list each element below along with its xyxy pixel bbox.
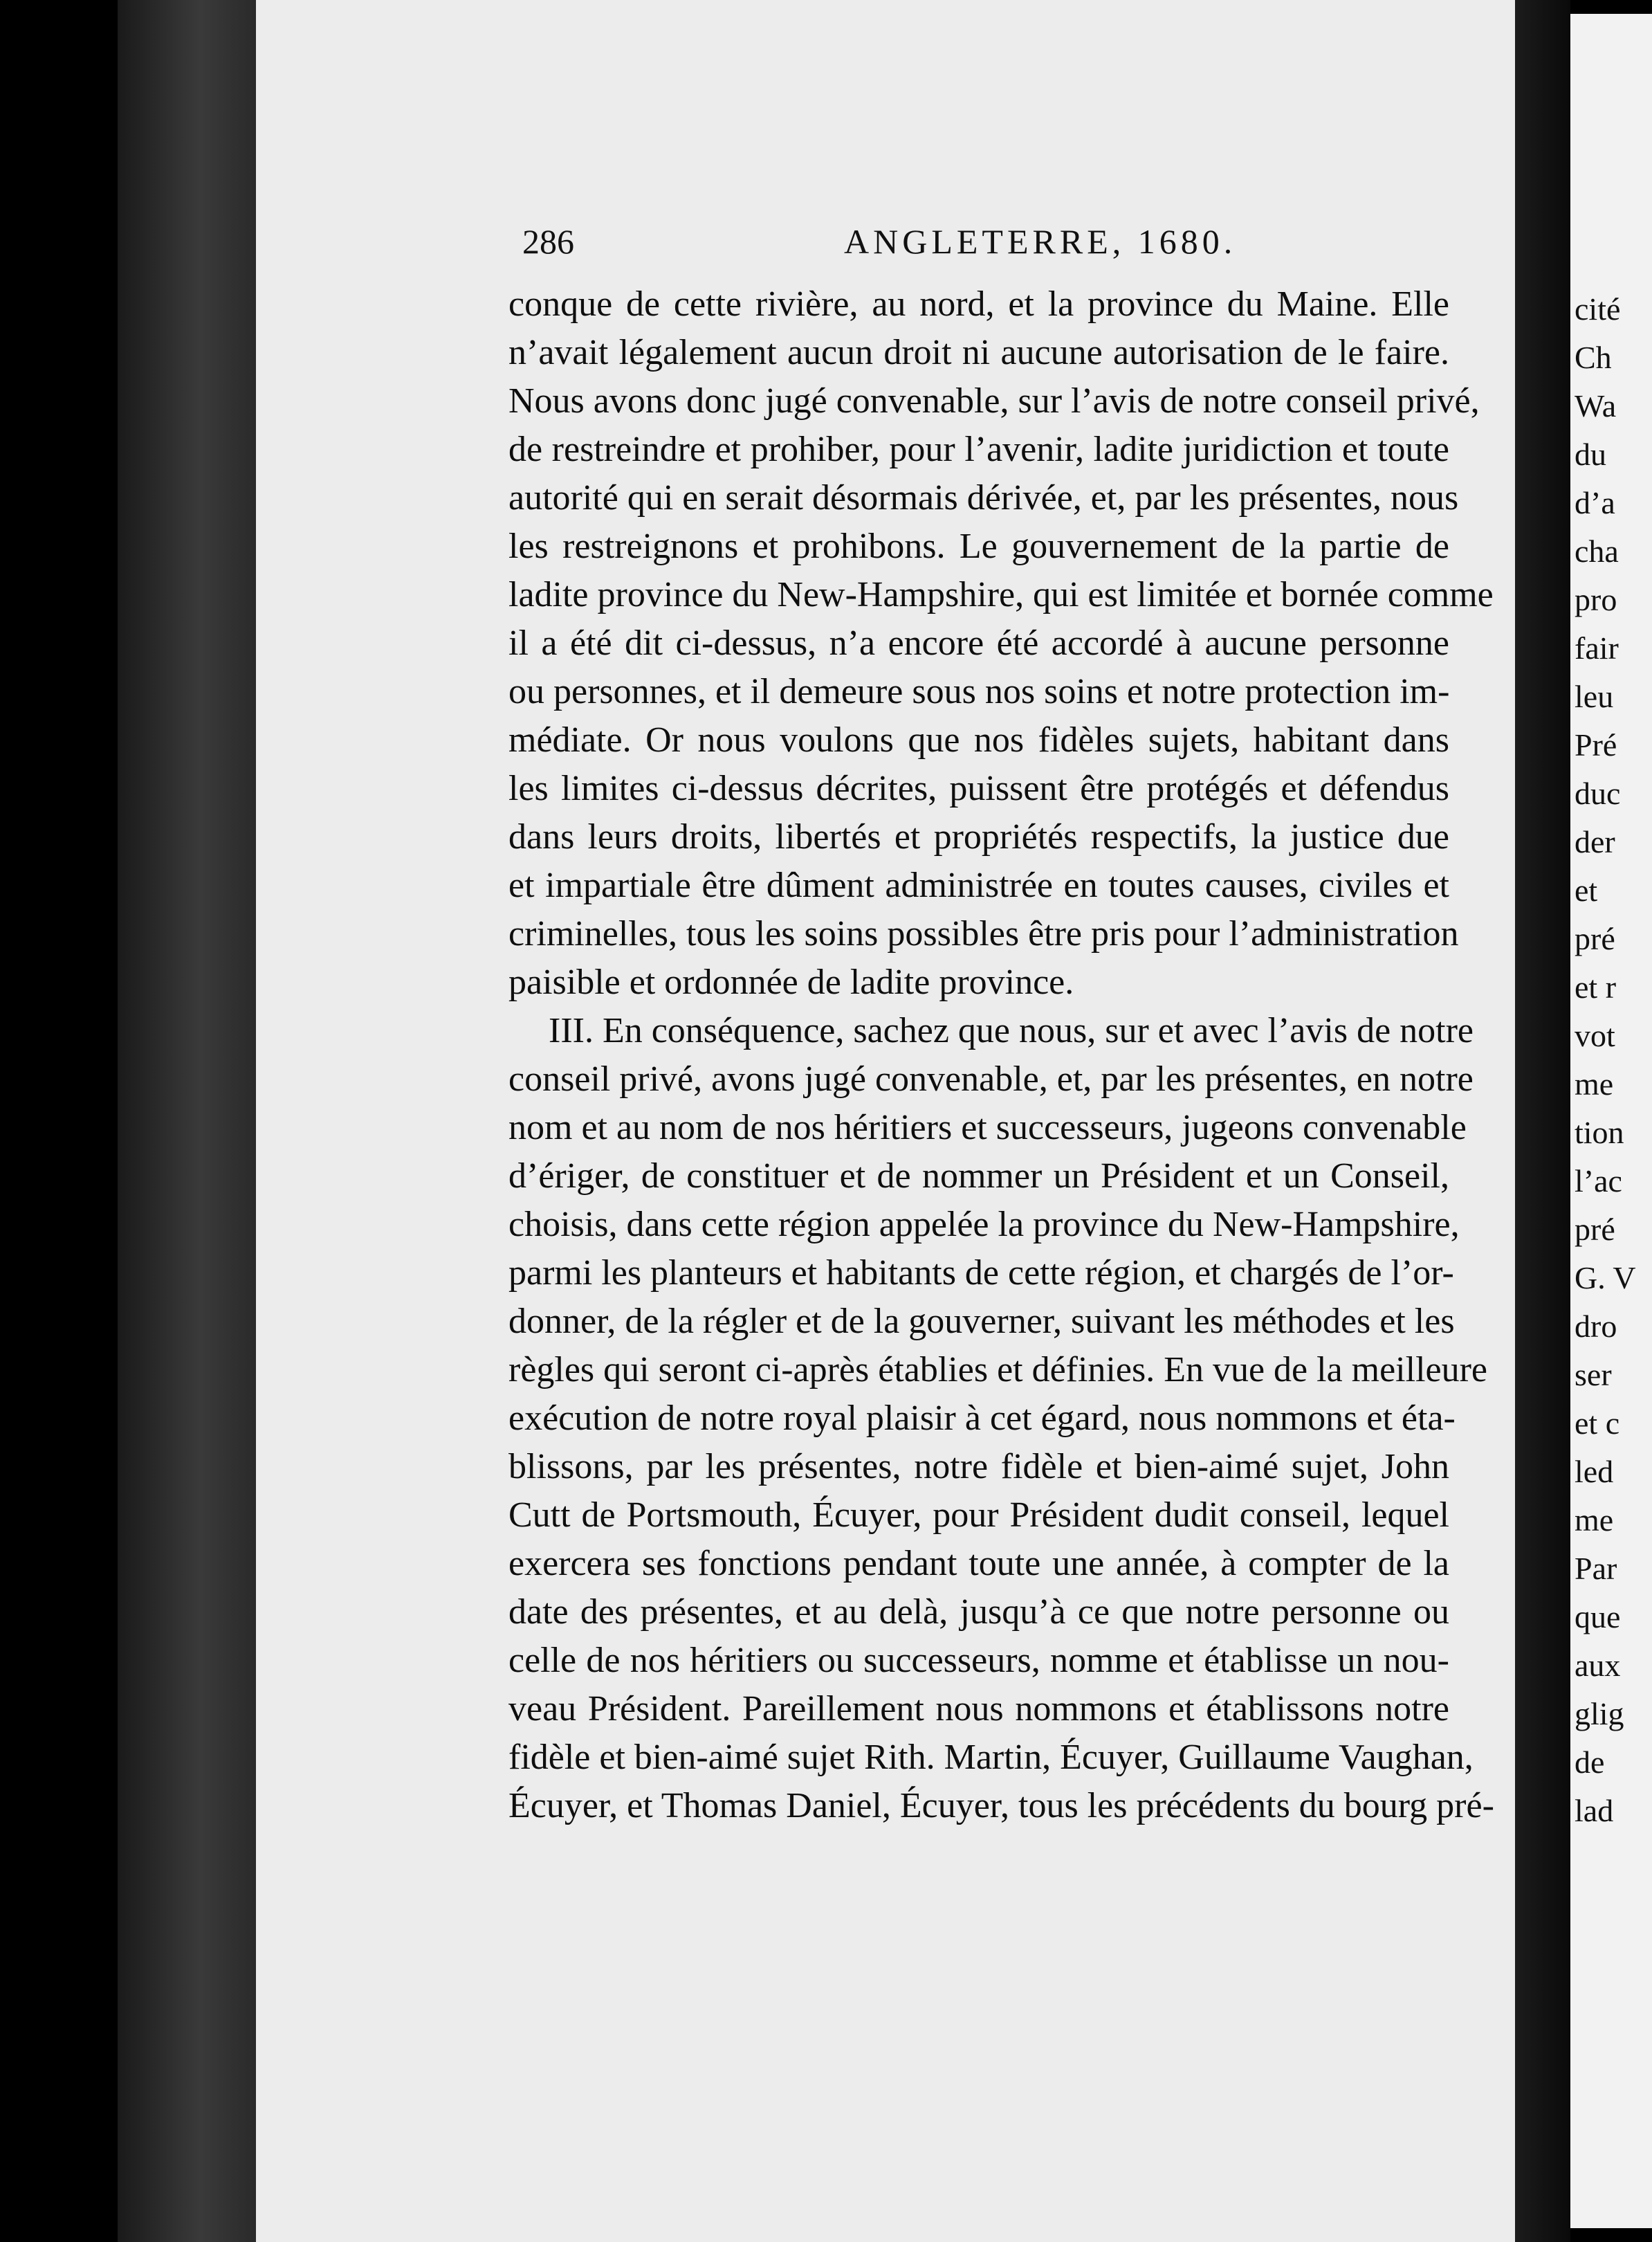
facing-page-fragment: vot <box>1575 1018 1615 1053</box>
text-line: Écuyer, et Thomas Daniel, Écuyer, tous les précédents du bourg pré- <box>508 1786 1494 1825</box>
text-line: choisis, dans cette région appelée la province du New-Hampshire, <box>508 1205 1460 1244</box>
facing-page-fragment: leu <box>1575 679 1614 714</box>
page-gutter <box>1515 0 1570 2242</box>
text-line: III. En conséquence, sachez que nous, sur et avec l’avis de notre <box>549 1011 1474 1050</box>
text-line: paisible et ordonnée de ladite province. <box>508 963 1074 1002</box>
facing-page-fragment: me <box>1575 1502 1614 1538</box>
facing-page-fragment: fair <box>1575 630 1619 666</box>
text-line: de restreindre et prohiber, pour l’avenir, ladite juridiction et toute <box>508 430 1449 469</box>
facing-page-fragment: et r <box>1575 969 1617 1005</box>
facing-page-fragment: cha <box>1575 534 1619 569</box>
facing-page-fragment: duc <box>1575 776 1621 811</box>
text-line: fidèle et bien-aimé sujet Rith. Martin, Écuyer, Guillaume Vaughan, <box>508 1738 1474 1777</box>
facing-page-fragment: Ch <box>1575 340 1612 375</box>
text-line: autorité qui en serait désormais dérivée, et, par les présentes, nous <box>508 478 1459 518</box>
facing-page-fragment: pré <box>1575 921 1615 956</box>
text-line: conseil privé, avons jugé convenable, et, par les présentes, en notre <box>508 1059 1474 1099</box>
text-line: les restreignons et prohibons. Le gouvernement de la partie de <box>508 527 1449 566</box>
text-line: date des présentes, et au delà, jusqu’à ce que notre personne ou <box>508 1592 1449 1632</box>
facing-page-fragment: Wa <box>1575 388 1617 423</box>
facing-page-fragment: dro <box>1575 1309 1617 1344</box>
facing-page-fragment: l’ac <box>1575 1163 1622 1199</box>
text-line: veau Président. Pareillement nous nommons et établissons notre <box>508 1689 1449 1729</box>
text-line: conque de cette rivière, au nord, et la province du Maine. Elle <box>508 284 1449 324</box>
facing-page-fragment: Pré <box>1575 727 1617 763</box>
facing-page-fragment: led <box>1575 1454 1614 1489</box>
facing-page-fragment: me <box>1575 1066 1614 1102</box>
facing-page-fragment: lad <box>1575 1793 1614 1828</box>
facing-page-fragment: et <box>1575 873 1598 908</box>
text-line: exécution de notre royal plaisir à cet égard, nous nommons et éta- <box>508 1398 1456 1438</box>
facing-page-fragment: de <box>1575 1744 1605 1780</box>
facing-page-fragment: que <box>1575 1599 1621 1634</box>
text-line: celle de nos héritiers ou successeurs, nomme et établisse un nou- <box>508 1641 1449 1680</box>
text-line: parmi les planteurs et habitants de cette région, et chargés de l’or- <box>508 1253 1454 1293</box>
text-line: Cutt de Portsmouth, Écuyer, pour Président dudit conseil, lequel <box>508 1495 1449 1535</box>
facing-page-fragment: der <box>1575 824 1615 859</box>
text-line: criminelles, tous les soins possibles être pris pour l’administration <box>508 914 1459 954</box>
text-line: et impartiale être dûment administrée en toutes causes, civiles et <box>508 866 1449 905</box>
text-line: ladite province du New-Hampshire, qui est limitée et bornée comme <box>508 575 1494 614</box>
text-line: ou personnes, et il demeure sous nos soins et notre protection im- <box>508 672 1450 711</box>
facing-page-fragment: tion <box>1575 1115 1624 1150</box>
text-line: règles qui seront ci-après établies et définies. En vue de la meilleure <box>508 1350 1487 1389</box>
facing-page-fragment: ser <box>1575 1357 1612 1392</box>
text-line: il a été dit ci-dessus, n’a encore été accordé à aucune personne <box>508 623 1449 663</box>
text-line: d’ériger, de constituer et de nommer un Président et un Conseil, <box>508 1156 1449 1196</box>
text-line: n’avait légalement aucun droit ni aucune autorisation de le faire. <box>508 333 1449 372</box>
body-text <box>508 280 1494 1830</box>
text-line: dans leurs droits, libertés et propriétés respectifs, la justice due <box>508 817 1449 857</box>
facing-page-fragment: Par <box>1575 1551 1617 1586</box>
text-line: donner, de la régler et de la gouverner, suivant les méthodes et les <box>508 1302 1455 1341</box>
text-line: les limites ci-dessus décrites, puissent être protégés et défendus <box>508 769 1449 808</box>
text-line: nom et au nom de nos héritiers et successeurs, jugeons convenable <box>508 1108 1467 1147</box>
text-line: Nous avons donc jugé convenable, sur l’avis de notre conseil privé, <box>508 381 1480 421</box>
book-spine-edge <box>118 0 256 2242</box>
text-line: blissons, par les présentes, notre fidèle et bien-aimé sujet, John <box>508 1447 1449 1486</box>
facing-page-fragment: du <box>1575 437 1606 472</box>
running-head: ANGLETERRE, 1680. <box>844 222 1237 261</box>
text-line: exercera ses fonctions pendant toute une année, à compter de la <box>508 1544 1449 1583</box>
facing-page-fragment: aux <box>1575 1648 1621 1683</box>
facing-page-fragment: pré <box>1575 1212 1615 1247</box>
facing-page-fragment: glig <box>1575 1696 1624 1731</box>
page-header <box>522 221 1449 277</box>
facing-page-fragment: G. V <box>1575 1260 1636 1295</box>
facing-page-edge <box>1570 14 1652 2228</box>
text-line: médiate. Or nous voulons que nos fidèles sujets, habitant dans <box>508 720 1449 760</box>
facing-page-fragment: pro <box>1575 582 1617 617</box>
facing-page-fragment: d’a <box>1575 485 1615 520</box>
page-number: 286 <box>522 222 574 261</box>
facing-page-fragment: et c <box>1575 1405 1620 1441</box>
facing-page-fragment: cité <box>1575 291 1621 327</box>
